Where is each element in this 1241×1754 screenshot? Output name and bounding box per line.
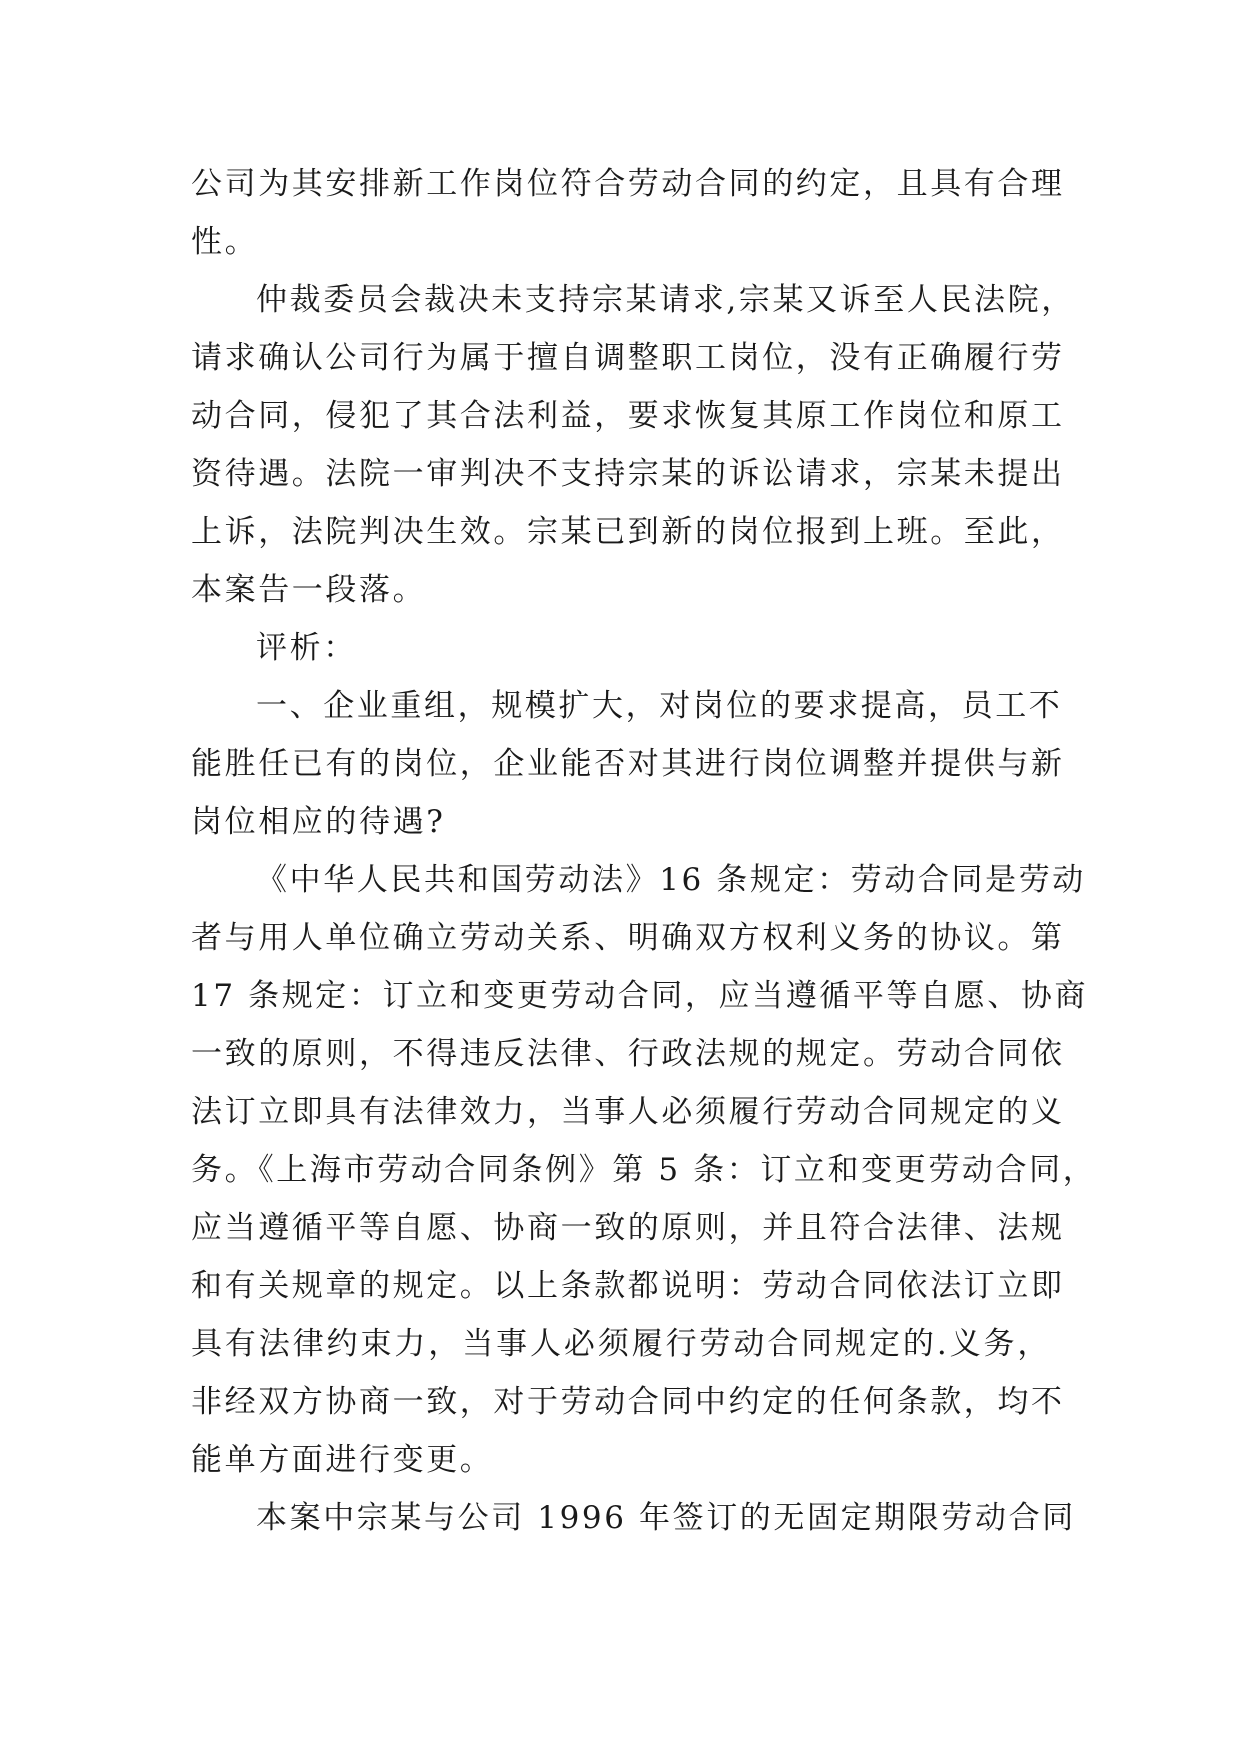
text-line-4: 请求确认公司行为属于擅自调整职工岗位，没有正确履行劳 xyxy=(191,340,1065,376)
paragraph-start-line-24: 本案中宗某与公司 1996 年签订的无固定期限劳动合同 xyxy=(256,1500,1076,1536)
text-line-12: 岗位相应的待遇? xyxy=(191,804,446,840)
section-heading-analysis: 评析： xyxy=(256,630,357,666)
text-line-21: 具有法律约束力，当事人必须履行劳动合同规定的.义务， xyxy=(191,1326,1051,1362)
paragraph-start-line-13: 《中华人民共和国劳动法》16 条规定：劳动合同是劳动 xyxy=(256,862,1086,898)
text-line-2: 性。 xyxy=(191,224,259,260)
text-line-14: 者与用人单位确立劳动关系、明确双方权利义务的协议。第 xyxy=(191,920,1065,956)
text-line-11: 能胜任已有的岗位，企业能否对其进行岗位调整并提供与新 xyxy=(191,746,1065,782)
text-line-6: 资待遇。法院一审判决不支持宗某的诉讼请求，宗某未提出 xyxy=(191,456,1065,492)
text-line-7: 上诉，法院判决生效。宗某已到新的岗位报到上班。至此， xyxy=(191,514,1065,550)
text-line-8: 本案告一段落。 xyxy=(191,572,427,608)
text-line-5: 动合同，侵犯了其合法利益，要求恢复其原工作岗位和原工 xyxy=(191,398,1065,434)
paragraph-start-line-3: 仲裁委员会裁决未支持宗某请求,宗某又诉至人民法院， xyxy=(256,282,1075,318)
text-line-22: 非经双方协商一致，对于劳动合同中约定的任何条款，均不 xyxy=(191,1384,1065,1420)
paragraph-start-line-10: 一、企业重组，规模扩大，对岗位的要求提高，员工不 xyxy=(256,688,1063,724)
text-line-1: 公司为其安排新工作岗位符合劳动合同的约定，且具有合理 xyxy=(191,166,1065,202)
text-line-18: 务。《上海市劳动合同条例》第 5 条：订立和变更劳动合同， xyxy=(191,1152,1097,1188)
text-line-15: 17 条规定：订立和变更劳动合同，应当遵循平等自愿、协商 xyxy=(191,978,1089,1014)
text-line-17: 法订立即具有法律效力，当事人必须履行劳动合同规定的义 xyxy=(191,1094,1065,1130)
text-line-19: 应当遵循平等自愿、协商一致的原则，并且符合法律、法规 xyxy=(191,1210,1065,1246)
text-line-20: 和有关规章的规定。以上条款都说明：劳动合同依法订立即 xyxy=(191,1268,1065,1304)
text-line-23: 能单方面进行变更。 xyxy=(191,1442,494,1478)
text-line-16: 一致的原则，不得违反法律、行政法规的规定。劳动合同依 xyxy=(191,1036,1065,1072)
